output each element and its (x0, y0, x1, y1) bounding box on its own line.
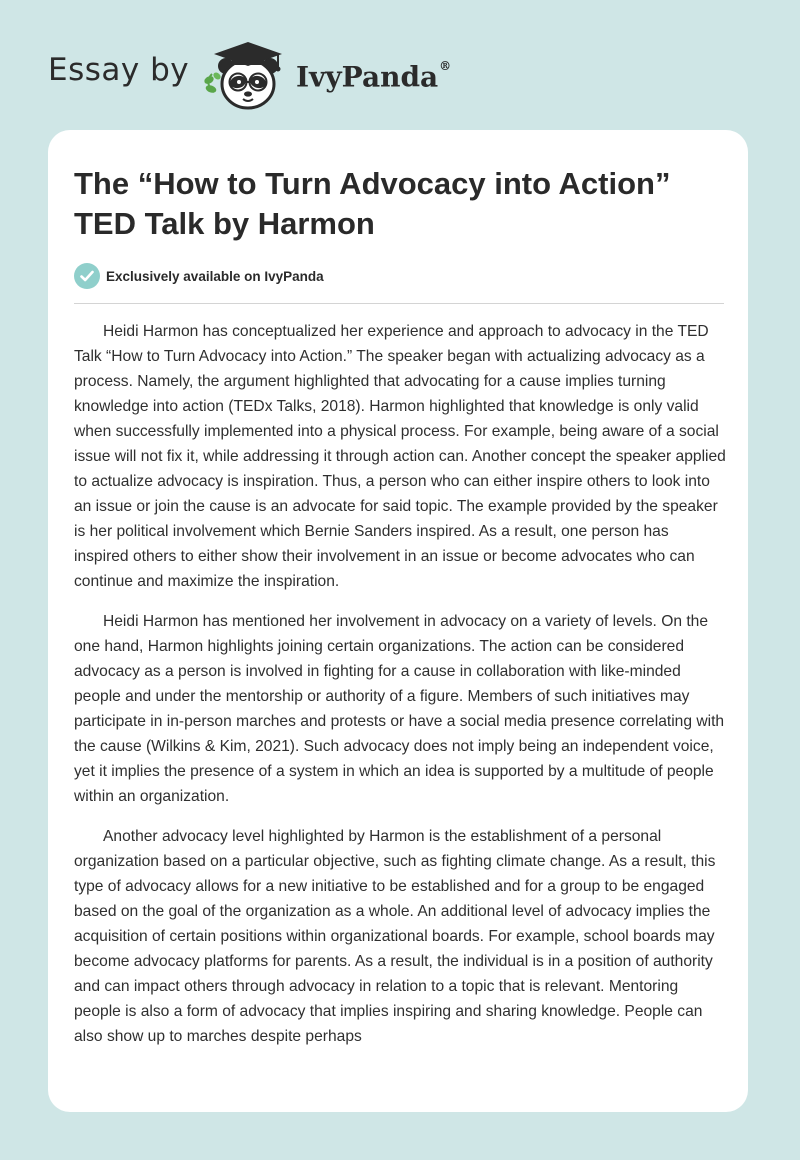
essay-body (74, 319, 726, 1064)
paragraph: Heidi Harmon has mentioned her involvement in advocacy on a variety of levels. On the one hand, Harmon highlights joining certain organizations. The action can be considered advocacy as a person is involved in fighting for a cause in collaboration with like-minded people and under the mentorship or authority of a figure. Members of such initiatives may participate in in-person marches and protests or have a social media presence correlating with the cause (Wilkins & Kim, 2021). Such advocacy does not imply being an independent voice, yet it implies the presence of a system in which an idea is supported by a multitude of people within an organization. (74, 613, 725, 805)
trademark-symbol: ® (439, 59, 452, 73)
badge-text: Exclusively available on IvyPanda (106, 268, 324, 284)
check-icon (74, 263, 100, 289)
ivypanda-logo-icon[interactable] (198, 36, 294, 112)
divider (74, 303, 724, 304)
brand-name-text: IvyPanda (296, 60, 439, 94)
exclusive-badge (74, 262, 324, 290)
essay-card (48, 130, 748, 1112)
paragraph: Heidi Harmon has conceptualized her experience and approach to advocacy in the TED Talk “How to Turn Advocacy into Action.” The speaker began with actualizing advocacy as a process. Namely, the argument highlighted that advocating for a cause implies turning knowledge into action (TEDx Talks, 2018). Harmon highlighted that knowledge is only valid when successfully implemented into a physical process. For example, being aware of a social issue will not fix it, while addressing it through action can. Another concept the speaker applied to actualize advocacy is inspiration. Thus, a person who can either inspire others to look into an issue or join the cause is an advocate for said topic. The example provided by the speaker is her political involvement which Bernie Sanders inspired. As a result, one person has inspired others to either show their involvement in an issue or become advocates who can continue and maximize the inspiration. (74, 323, 726, 590)
site-header (0, 0, 800, 130)
essay-title: The “How to Turn Advocacy into Action” TED Talk by Harmon (74, 166, 671, 241)
brand-prefix: Essay by (48, 52, 190, 88)
paragraph: Another advocacy level highlighted by Harmon is the establishment of a personal organization based on a particular objective, such as fighting climate change. As a result, this type of advocacy allows for a new initiative to be established and for a group to be engaged based on the goal of the organization as a whole. An additional level of advocacy implies the acquisition of certain positions within organizational boards. For example, school boards may become advocacy platforms for parents. As a result, the individual is in a position of authority and can impact others through advocacy in relation to a topic that is relevant. Mentoring people is also a form of advocacy that implies inspiring and sharing knowledge. People can also show up to marches despite perhaps (74, 828, 716, 1045)
brand-name[interactable] (296, 52, 451, 97)
